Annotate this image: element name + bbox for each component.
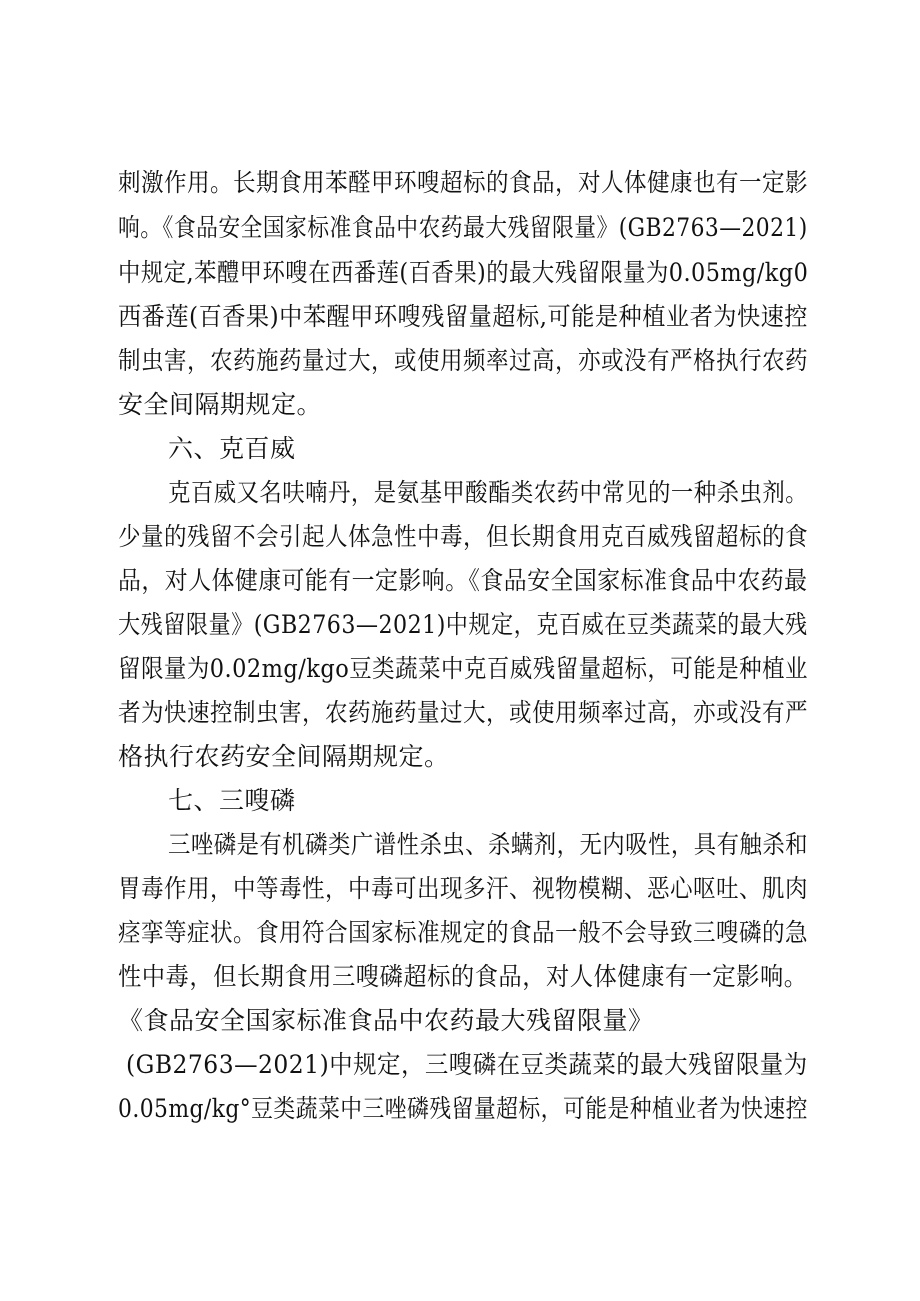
body-line: 品，对人体健康可能有一定影响。《食品安全国家标准食品中农药最	[118, 566, 808, 595]
section-heading-triazophos: 七、三嗖磷	[168, 786, 296, 815]
body-line: 大残留限量》(GB2763—2021)中规定，克百威在豆类蔬菜的最大残	[118, 610, 808, 639]
body-line: 性中毒，但长期食用三嗖磷超标的食品，对人体健康有一定影响。	[118, 962, 808, 991]
section-heading-carbofuran: 六、克百威	[168, 434, 296, 463]
body-line: 西番莲(百香果)中苯醒甲环嗖残留量超标,可能是种植业者为快速控	[118, 302, 808, 331]
body-line: (GB2763—2021)中规定，三嗖磷在豆类蔬菜的最大残留限量为	[126, 1050, 808, 1079]
body-line: 克百威又名呋喃丹，是氨基甲酸酯类农药中常见的一种杀虫剂。	[168, 478, 809, 507]
body-line: 留限量为0.02mg∕kgo豆类蔬菜中克百威残留量超标，可能是种植业	[118, 654, 809, 683]
body-line: 刺激作用。长期食用苯醛甲环嗖超标的食品，对人体健康也有一定影	[118, 168, 809, 197]
body-line: 制虫害，农药施药量过大，或使用频率过高，亦或没有严格执行农药	[118, 346, 809, 375]
body-line: 《食品安全国家标准食品中农药最大残留限量》	[118, 1006, 654, 1035]
body-line: 者为快速控制虫害，农药施药量过大，或使用频率过高，亦或没有严	[118, 698, 809, 727]
body-line: 响。《食品安全国家标准食品中农药最大残留限量》(GB2763—2021)	[118, 213, 808, 242]
body-line: 少量的残留不会引起人体急性中毒，但长期食用克百威残留超标的食	[118, 522, 809, 551]
body-line: 格执行农药安全间隔期规定。	[118, 742, 450, 771]
body-line: 三唑磷是有机磷类广谱性杀虫、杀螨剂，无内吸性，具有触杀和	[168, 830, 809, 859]
body-line: 安全间隔期规定。	[118, 390, 323, 419]
body-line: 痉挛等症状。食用符合国家标准规定的食品一般不会导致三嗖磷的急	[118, 918, 809, 947]
body-line: 0.05mg∕kg°豆类蔬菜中三唑磷残留量超标，可能是种植业者为快速控	[118, 1094, 808, 1123]
body-line: 胃毒作用，中等毒性，中毒可出现多汗、视物模糊、恶心呕吐、肌肉	[118, 874, 809, 903]
body-line: 中规定,苯醴甲环嗖在西番莲(百香果)的最大残留限量为0.05mg∕kg0	[118, 258, 809, 287]
